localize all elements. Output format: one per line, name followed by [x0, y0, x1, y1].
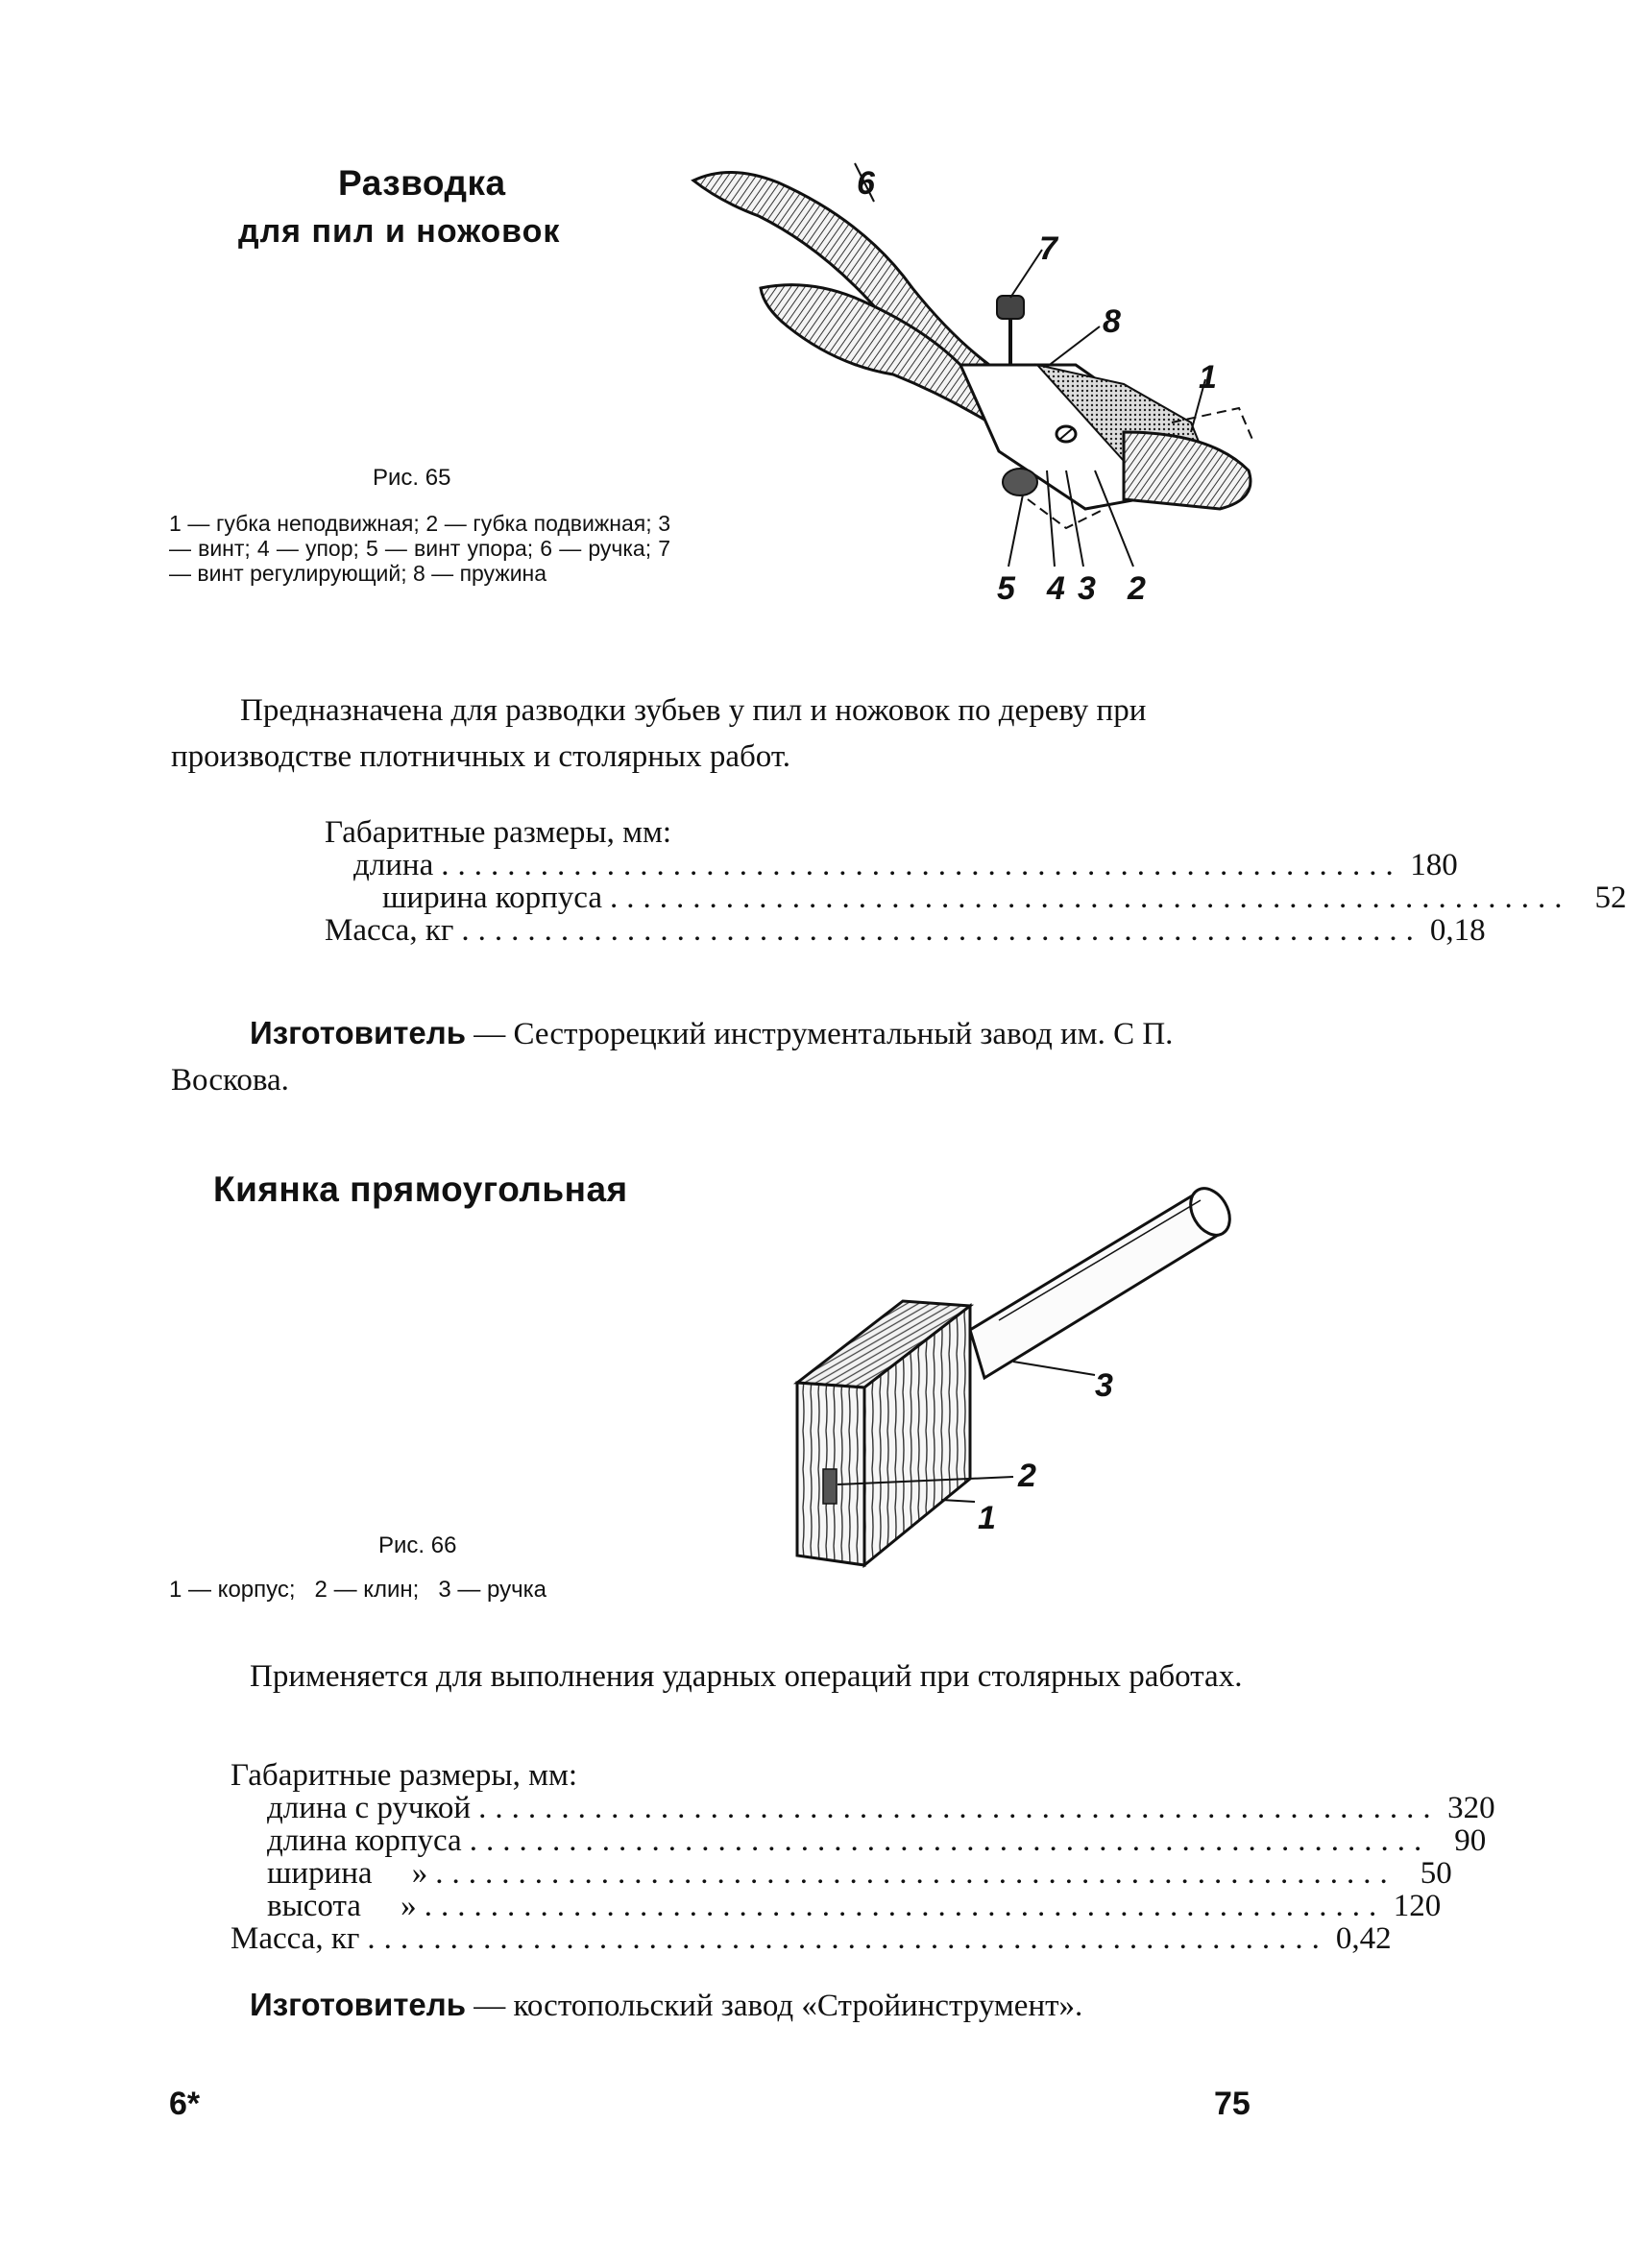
- spec-value: 0,18: [1429, 913, 1486, 948]
- spec-row: [325, 848, 1458, 882]
- spec-row: [231, 1921, 1392, 1956]
- spec-row: [231, 1823, 1487, 1858]
- leader-dots: ..........................................................: [610, 881, 1571, 915]
- leader-dots: ..........................................................: [461, 913, 1422, 948]
- mallet-handle: [970, 1191, 1220, 1378]
- spec-value: 0,42: [1335, 1921, 1392, 1956]
- specs-heading: Габаритные размеры, мм:: [325, 815, 672, 850]
- spec-label: Масса, кг: [231, 1921, 360, 1956]
- fig65-legend: 1 — губка неподвижная; 2 — губка подвижная; 3 — винт; 4 — упор; 5 — винт упора; 6 — ручка; 7 — винт регулирующий; 8 — пружина: [169, 511, 670, 586]
- mallet-illustration: [778, 1162, 1258, 1594]
- spec-row: [325, 881, 1627, 915]
- fig66-label-2: 2: [1018, 1458, 1036, 1494]
- leader-dots: ..........................................................: [478, 1791, 1440, 1825]
- spec-label: длина корпуса: [267, 1823, 462, 1858]
- spec-value: 180: [1410, 848, 1458, 882]
- section1-manufacturer: [171, 1010, 1285, 1103]
- mallet-wedge: [823, 1469, 837, 1504]
- spec-label: длина: [353, 848, 434, 882]
- spec-value: 90: [1454, 1823, 1487, 1858]
- spec-value: 120: [1393, 1889, 1442, 1923]
- manufacturer-label: Изготовитель: [250, 1015, 466, 1050]
- saw-setter-illustration: [672, 144, 1268, 615]
- section1-description: Предназначена для разводки зубьев у пил и ножовок по дереву при производстве плотничных и столярных работ.: [171, 693, 1147, 774]
- leader-dots: ..........................................................: [469, 1823, 1431, 1858]
- fig65-label-7: 7: [1039, 230, 1057, 267]
- leader-dots: ..........................................................: [441, 848, 1402, 882]
- section2-manufacturer: [171, 1982, 1285, 2029]
- regulating-screw: [997, 296, 1024, 319]
- fig66-caption: Рис. 66: [378, 1532, 457, 1558]
- fig65-label-8: 8: [1103, 303, 1121, 340]
- spec-label: ширина корпуса: [382, 881, 603, 915]
- fig65-caption: Рис. 65: [373, 465, 451, 491]
- spec-row: [231, 1791, 1495, 1825]
- section2-description: Применяется для выполнения ударных операций при столярных работах.: [250, 1659, 1243, 1694]
- page-number: 75: [1214, 2086, 1251, 2122]
- leader-dots: ..........................................................: [367, 1921, 1328, 1956]
- section2-specs: [231, 1758, 1495, 1956]
- manufacturer-label: Изготовитель: [250, 1987, 466, 2022]
- section1-subtitle: для пил и ножовок: [238, 213, 561, 250]
- fig66-label-1: 1: [978, 1500, 996, 1536]
- fig65-label-3: 3: [1078, 570, 1096, 607]
- fig65-label-1: 1: [1199, 359, 1217, 396]
- fig66-legend: 1 — корпус; 2 — клин; 3 — ручка: [169, 1577, 546, 1603]
- manufacturer-text: — костопольский завод «Стройинструмент».: [466, 1989, 1083, 2023]
- fig66-label-3: 3: [1095, 1367, 1113, 1404]
- manufacturer-text: — Сестрорецкий инструментальный завод им. С П. Воскова.: [171, 1017, 1174, 1098]
- leader-dots: ..........................................................: [424, 1889, 1386, 1923]
- spec-label: длина с ручкой: [267, 1791, 472, 1825]
- fig65-label-2: 2: [1128, 570, 1146, 607]
- spec-value: 50: [1420, 1856, 1452, 1891]
- jaw: [1124, 432, 1251, 509]
- leader-dots: ..........................................................: [435, 1856, 1396, 1891]
- spec-label: ширина »: [267, 1856, 428, 1891]
- spec-row: [325, 913, 1486, 948]
- fig65-label-4: 4: [1047, 570, 1065, 607]
- stop-screw: [1003, 469, 1037, 495]
- spec-value: 52: [1594, 881, 1627, 915]
- spec-row: [231, 1889, 1442, 1923]
- fig65-label-5: 5: [997, 570, 1015, 607]
- signature-mark: 6*: [169, 2086, 201, 2122]
- spec-label: Масса, кг: [325, 913, 454, 948]
- spec-value: 320: [1447, 1791, 1495, 1825]
- specs-heading: Габаритные размеры, мм:: [231, 1758, 578, 1793]
- section1-title: Разводка: [338, 163, 506, 203]
- spec-label: высота »: [267, 1889, 417, 1923]
- section1-specs: [325, 815, 1627, 948]
- section2-title: Киянка прямоугольная: [213, 1170, 628, 1209]
- spec-row: [231, 1856, 1452, 1891]
- fig65-label-6: 6: [857, 165, 875, 202]
